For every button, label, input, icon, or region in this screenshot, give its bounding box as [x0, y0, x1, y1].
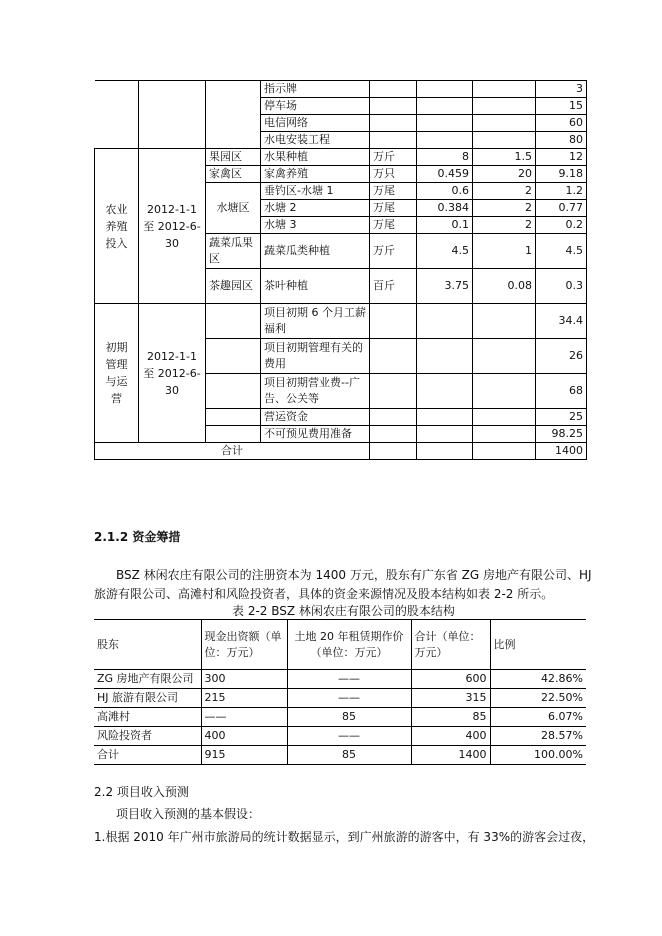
value-cell: 9.18	[536, 166, 587, 183]
qty-cell	[417, 98, 473, 115]
value-cell: 1.2	[536, 183, 587, 200]
equity-table	[94, 619, 586, 765]
cash-cell: 300	[201, 670, 287, 689]
unit-cell	[370, 115, 417, 132]
total-cell: 1400	[411, 746, 490, 765]
qty-cell: 0.6	[417, 183, 473, 200]
holder-cell: 高滩村	[94, 708, 201, 727]
price-cell	[473, 339, 536, 374]
price-cell: 2	[473, 183, 536, 200]
header-ratio: 比例	[490, 620, 586, 670]
item-cell: 水塘 3	[261, 217, 370, 234]
qty-cell: 4.5	[417, 234, 473, 269]
value-cell: 0.77	[536, 200, 587, 217]
area-cell: 家禽区	[206, 166, 261, 183]
period-cell: 2012-1-1 至 2012-6-30	[139, 149, 206, 304]
qty-cell	[417, 115, 473, 132]
section-heading-revenue: 2.2 项目收入预测	[94, 785, 189, 799]
qty-cell: 0.459	[417, 166, 473, 183]
table-row	[94, 708, 586, 727]
assumption-heading: 项目收入预测的基本假设：	[116, 807, 261, 821]
land-cell: ——	[287, 727, 411, 746]
qty-cell	[417, 409, 473, 426]
ratio-cell: 42.86%	[490, 670, 586, 689]
area-cell-empty	[206, 409, 261, 426]
table-caption: 表 2-2 BSZ 林闲农庄有限公司的股本结构	[232, 604, 455, 618]
land-cell: ——	[287, 670, 411, 689]
value-cell: 98.25	[536, 426, 587, 443]
value-cell: 25	[536, 409, 587, 426]
item-cell: 项目初期 6 个月工薪福利	[261, 304, 370, 339]
area-cell-empty	[206, 304, 261, 339]
ratio-cell: 22.50%	[490, 689, 586, 708]
price-cell	[473, 304, 536, 339]
unit-cell: 百斤	[370, 269, 417, 304]
table-row	[94, 746, 586, 765]
value-cell: 3	[536, 81, 587, 98]
unit-cell	[370, 339, 417, 374]
qty-cell	[417, 374, 473, 409]
cash-cell: 915	[201, 746, 287, 765]
category-cell: 初期管理与运营	[95, 304, 139, 443]
qty-cell: 8	[417, 149, 473, 166]
table-row	[94, 727, 586, 746]
unit-cell: 万只	[370, 166, 417, 183]
cash-cell: 215	[201, 689, 287, 708]
qty-cell: 0.1	[417, 217, 473, 234]
value-cell: 12	[536, 149, 587, 166]
item-cell: 营运资金	[261, 409, 370, 426]
item-cell: 茶叶种植	[261, 269, 370, 304]
header-holder: 股东	[94, 620, 201, 670]
item-cell: 指示牌	[261, 81, 370, 98]
value-cell: 0.2	[536, 217, 587, 234]
price-cell: 0.08	[473, 269, 536, 304]
area-cell-empty	[206, 374, 261, 409]
item-cell: 水塘 2	[261, 200, 370, 217]
price-cell	[473, 132, 536, 149]
price-cell	[473, 426, 536, 443]
table-row	[95, 443, 587, 460]
unit-cell	[370, 304, 417, 339]
item-cell: 家禽养殖	[261, 166, 370, 183]
price-cell: 2	[473, 217, 536, 234]
item-cell: 项目初期营业费--广告、公关等	[261, 374, 370, 409]
table-row	[94, 670, 586, 689]
price-cell: 1.5	[473, 149, 536, 166]
item-cell: 蔬菜瓜类种植	[261, 234, 370, 269]
cash-cell: 400	[201, 727, 287, 746]
item-cell: 水电安装工程	[261, 132, 370, 149]
item-cell: 电信网络	[261, 115, 370, 132]
total-value: 1400	[536, 443, 587, 460]
unit-cell: 万尾	[370, 217, 417, 234]
price-cell	[473, 374, 536, 409]
unit-cell: 万斤	[370, 149, 417, 166]
holder-cell: ZG 房地产有限公司	[94, 670, 201, 689]
qty-cell	[417, 132, 473, 149]
price-cell	[473, 443, 536, 460]
area-cell-empty	[206, 339, 261, 374]
unit-cell	[370, 374, 417, 409]
item-cell: 不可预见费用准备	[261, 426, 370, 443]
land-cell: 85	[287, 746, 411, 765]
value-cell: 15	[536, 98, 587, 115]
unit-cell	[370, 409, 417, 426]
value-cell: 60	[536, 115, 587, 132]
header-total: 合计（单位：万元）	[411, 620, 490, 670]
area-cell: 茶趣园区	[206, 269, 261, 304]
category-cell: 农业养殖投入	[95, 149, 139, 304]
unit-cell: 万尾	[370, 183, 417, 200]
value-cell: 34.4	[536, 304, 587, 339]
price-cell	[473, 98, 536, 115]
price-cell: 2	[473, 200, 536, 217]
qty-cell: 3.75	[417, 269, 473, 304]
area-cell: 蔬菜瓜果区	[206, 234, 261, 269]
unit-cell	[370, 132, 417, 149]
paragraph-line-2: 旅游有限公司、高滩村和风险投资者，具体的资金来源情况及股本结构如表 2-2 所示。	[94, 587, 554, 601]
total-label: 合计	[95, 443, 370, 460]
item-cell: 停车场	[261, 98, 370, 115]
qty-cell	[417, 443, 473, 460]
price-cell: 1	[473, 234, 536, 269]
holder-cell: 风险投资者	[94, 727, 201, 746]
area-cell-empty	[206, 426, 261, 443]
unit-cell	[370, 81, 417, 98]
assumption-1: 1.根据 2010 年广州市旅游局的统计数据显示，到广州旅游的游客中，有 33%的游客会过夜，	[94, 830, 595, 844]
header-land: 土地 20 年租赁期作价（单位：万元）	[287, 620, 411, 670]
land-cell: ——	[287, 689, 411, 708]
ratio-cell: 100.00%	[490, 746, 586, 765]
unit-cell	[370, 98, 417, 115]
area-cell-empty	[206, 81, 261, 149]
holder-cell: HJ 旅游有限公司	[94, 689, 201, 708]
land-cell: 85	[287, 708, 411, 727]
category-cell-empty	[95, 81, 139, 149]
qty-cell	[417, 426, 473, 443]
item-cell: 水果种植	[261, 149, 370, 166]
header-cash: 现金出资额（单位：万元）	[201, 620, 287, 670]
price-cell: 20	[473, 166, 536, 183]
unit-cell: 万斤	[370, 234, 417, 269]
qty-cell	[417, 81, 473, 98]
qty-cell: 0.384	[417, 200, 473, 217]
value-cell: 80	[536, 132, 587, 149]
unit-cell	[370, 443, 417, 460]
table-row	[94, 689, 586, 708]
table-row	[95, 304, 587, 339]
price-cell	[473, 81, 536, 98]
value-cell: 4.5	[536, 234, 587, 269]
price-cell	[473, 115, 536, 132]
total-cell: 400	[411, 727, 490, 746]
section-heading-funding: 2.1.2 资金筹措	[94, 530, 181, 544]
holder-cell: 合计	[94, 746, 201, 765]
unit-cell	[370, 426, 417, 443]
item-cell: 项目初期管理有关的费用	[261, 339, 370, 374]
table-row	[95, 149, 587, 166]
value-cell: 68	[536, 374, 587, 409]
total-cell: 600	[411, 670, 490, 689]
qty-cell	[417, 304, 473, 339]
ratio-cell: 28.57%	[490, 727, 586, 746]
value-cell: 0.3	[536, 269, 587, 304]
cash-cell: ——	[201, 708, 287, 727]
total-cell: 85	[411, 708, 490, 727]
price-cell	[473, 409, 536, 426]
unit-cell: 万尾	[370, 200, 417, 217]
investment-table	[94, 80, 587, 460]
table-row	[95, 81, 587, 98]
total-cell: 315	[411, 689, 490, 708]
period-cell-empty	[139, 81, 206, 149]
area-cell: 果园区	[206, 149, 261, 166]
qty-cell	[417, 339, 473, 374]
value-cell: 26	[536, 339, 587, 374]
paragraph-line-1: BSZ 林闲农庄有限公司的注册资本为 1400 万元，股东有广东省 ZG 房地产有限公司、HJ	[116, 568, 592, 582]
ratio-cell: 6.07%	[490, 708, 586, 727]
item-cell: 垂钓区-水塘 1	[261, 183, 370, 200]
period-cell: 2012-1-1 至 2012-6-30	[139, 304, 206, 443]
area-cell: 水塘区	[206, 183, 261, 234]
